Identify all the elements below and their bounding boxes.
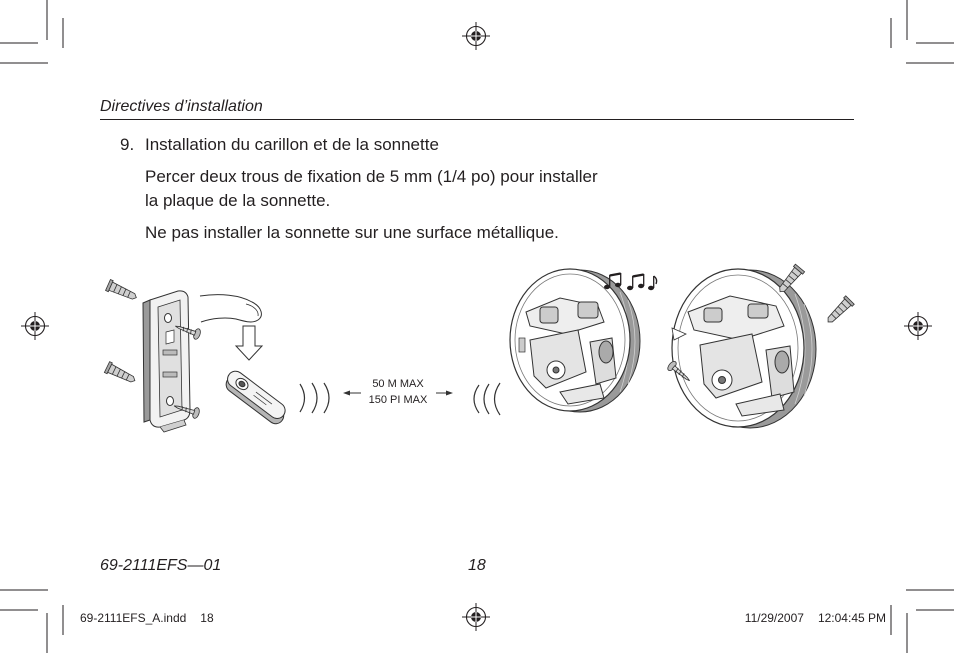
crop-mark-bottom-left [0,590,63,653]
press-arrow-icon [236,326,262,360]
slug-file-info [80,610,214,626]
wall-anchor-top-icon [106,280,139,304]
doorbell-button-icon [221,368,290,427]
section-header: Directives d’installation [100,98,263,115]
step-number: 9. [120,135,135,154]
finger-icon [200,295,261,322]
slug-date: 11/29/2007 [744,611,804,625]
sound-waves-right-icon [474,383,500,415]
sound-waves-left-icon [300,383,329,413]
slug-file-name: 69-2111EFS_A.indd [80,611,187,625]
slug-time: 12:04:45 PM [817,611,886,625]
instruction-line-2: la plaque de la sonnette. [145,191,331,210]
instruction-line-1: Percer deux trous de fixation de 5 mm (1/4 po) pour installer [145,167,598,186]
slug-file-page: 18 [200,611,214,625]
installation-diagram [104,264,854,432]
crop-mark-top-left [0,0,63,63]
mounting-warning: Ne pas installer la sonnette sur une surface métallique. [145,223,559,242]
registration-mark-left-icon [21,312,49,340]
wall-anchor-bottom-icon [104,362,137,386]
crop-mark-top-right [891,0,954,63]
back-plate-icon [143,291,190,432]
crop-mark-bottom-right [891,590,954,653]
registration-mark-bottom-icon [462,603,490,631]
range-imperial-label: 150 PI MAX [368,394,428,406]
registration-mark-right-icon [904,312,932,340]
chime-unit-mounting-icon [672,269,816,428]
step-heading [120,135,439,155]
registration-mark-top-icon [462,22,490,50]
document-number: 69-2111EFS—01 [100,557,222,574]
chime-unit-open-icon [510,269,640,412]
range-arrow-right-icon [436,391,453,396]
wall-anchor-chime-right-icon [824,296,854,326]
page-number: 18 [468,557,486,574]
slug-timestamp [745,610,886,626]
range-metric-label: 50 M MAX [372,378,424,390]
header-rule [100,119,854,120]
range-arrow-left-icon [343,391,361,396]
step-title: Installation du carillon et de la sonnette [145,135,439,154]
